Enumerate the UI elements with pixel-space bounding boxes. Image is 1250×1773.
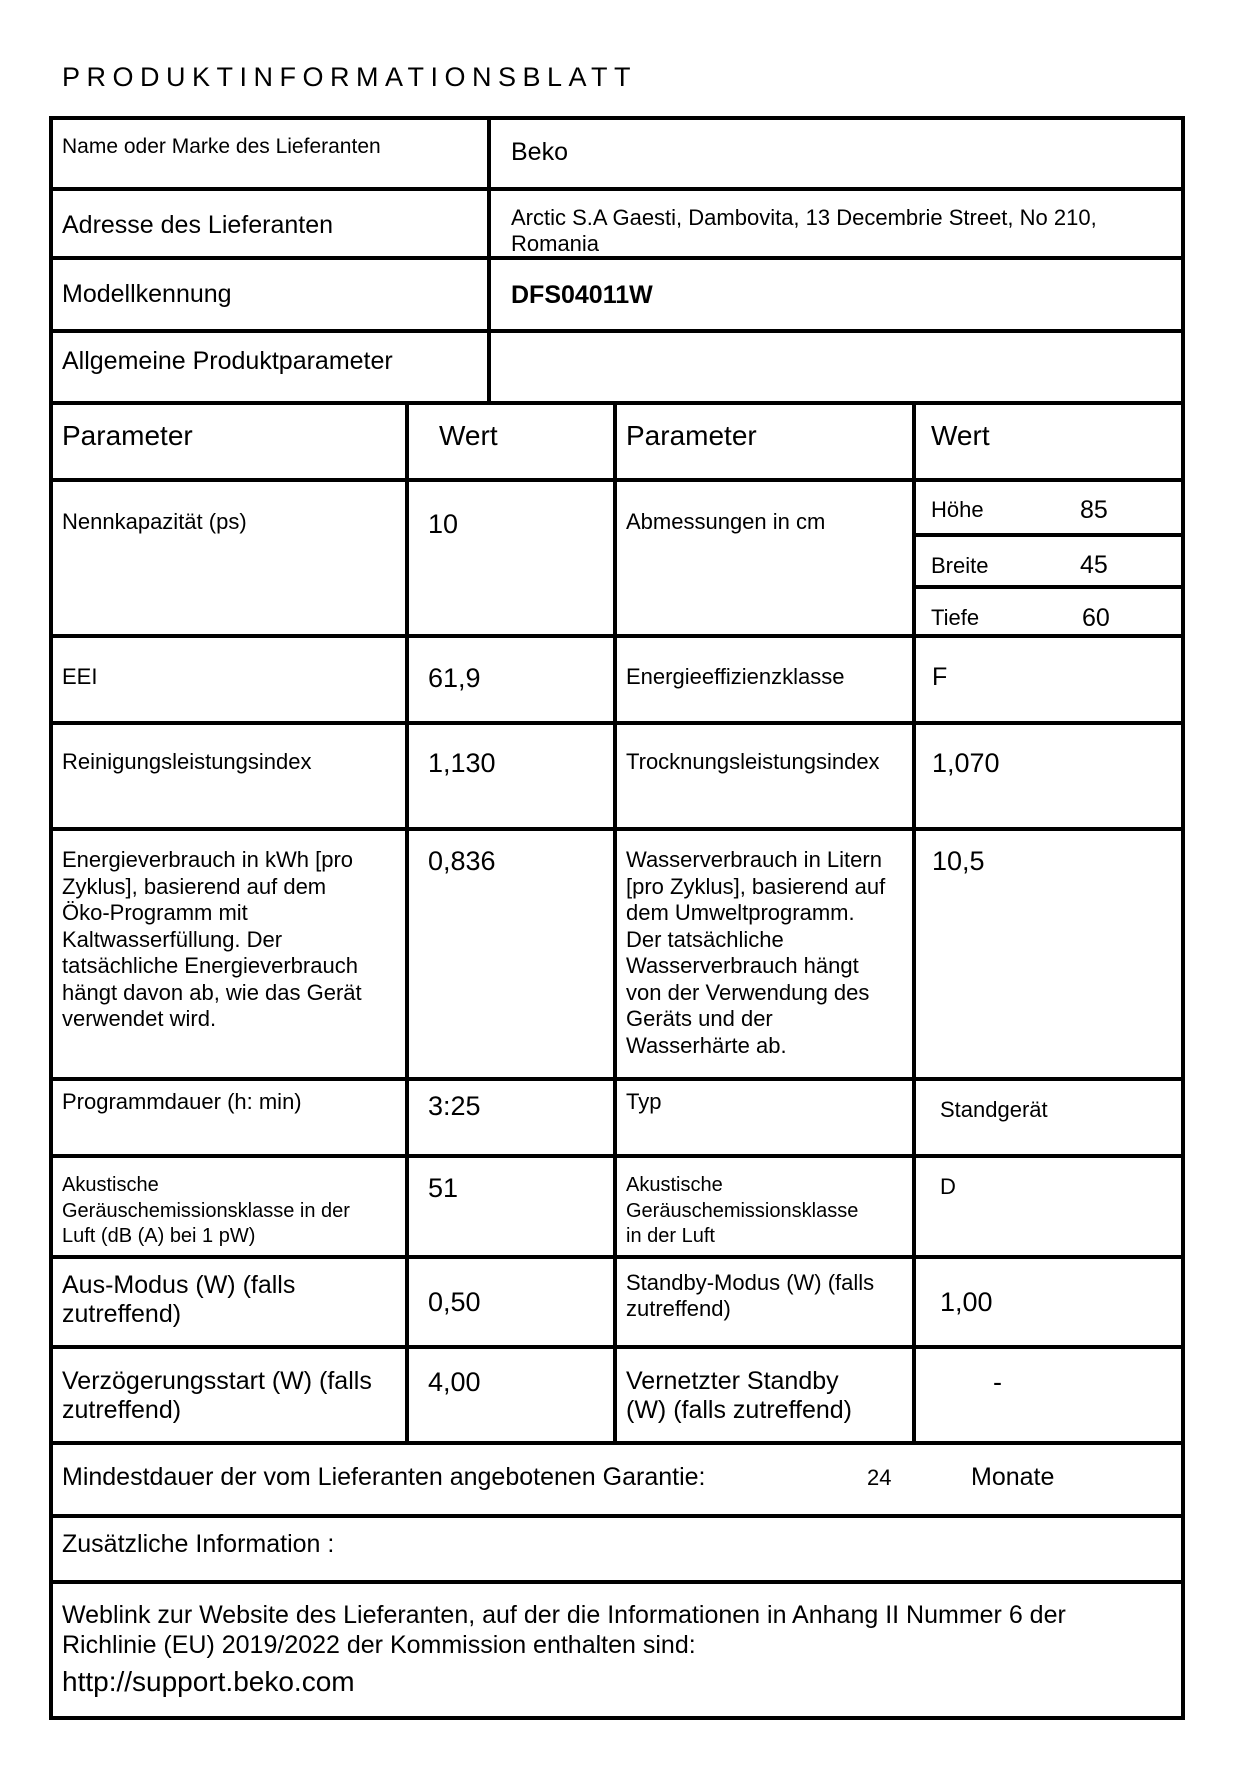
- header-parameter-1: Parameter: [62, 420, 193, 451]
- text-line: Akustische: [626, 1174, 723, 1196]
- general-params-label: Allgemeine Produktparameter: [62, 347, 393, 375]
- guarantee-label: Mindestdauer der vom Lieferanten angebotenen Garantie:: [62, 1463, 706, 1491]
- weblink-url[interactable]: http://support.beko.com: [62, 1666, 355, 1697]
- weblink-text: Weblink zur Website des Lieferanten, auf der die Informationen in Anhang II Nummer 6 der: [62, 1601, 1066, 1629]
- networked-standby-label: [626, 1367, 852, 1425]
- additional-info-label: Zusätzliche Information :: [62, 1530, 335, 1558]
- text-line: Geräuschemissionsklasse in der: [62, 1199, 350, 1222]
- table-rule: [49, 1154, 1185, 1158]
- table-rule: [49, 1580, 1185, 1584]
- table-rule: [49, 1514, 1185, 1518]
- capacity-label: Nennkapazität (ps): [62, 509, 247, 534]
- drying-index-value: 1,070: [932, 748, 1000, 778]
- table-rule: [916, 533, 1185, 537]
- text-line: Luft (dB (A) bei 1 pW): [62, 1225, 256, 1247]
- table-rule: [49, 401, 1185, 405]
- guarantee-value: 24: [867, 1465, 892, 1490]
- model-value: DFS04011W: [511, 281, 653, 309]
- networked-standby-value: -: [993, 1367, 1002, 1397]
- text-line: Zyklus], basierend auf dem: [62, 873, 327, 899]
- header-parameter-2: Parameter: [626, 420, 757, 451]
- table-rule: [49, 187, 1185, 191]
- water-consumption-value: 10,5: [932, 846, 985, 876]
- dimension-width-value: 45: [1080, 551, 1108, 579]
- guarantee-unit: Monate: [971, 1463, 1055, 1491]
- drying-index-label: Trocknungsleistungsindex: [626, 749, 880, 774]
- header-value-1: Wert: [439, 420, 498, 451]
- text-line: Standby-Modus (W) (falls: [626, 1270, 875, 1295]
- table-rule: [487, 116, 491, 405]
- model-label: Modellkennung: [62, 280, 232, 308]
- text-line: Öko-Programm mit: [62, 900, 248, 925]
- text-line: Vernetzter Standby: [626, 1367, 839, 1395]
- delay-start-label: [62, 1367, 372, 1425]
- table-rule: [49, 256, 1185, 260]
- text-line: verwendet wird.: [62, 1006, 217, 1031]
- dimension-depth-label: Tiefe: [931, 605, 980, 630]
- text-line: Kaltwasserfüllung. Der: [62, 926, 283, 952]
- delay-start-value: 4,00: [428, 1367, 481, 1397]
- supplier-address-label: Adresse des Lieferanten: [62, 211, 334, 239]
- energy-consumption-value: 0,836: [428, 846, 496, 876]
- text-line: zutreffend): [62, 1396, 182, 1424]
- text-line: Wasserverbrauch hängt: [626, 953, 859, 978]
- weblink-text: Richlinie (EU) 2019/2022 der Kommission enthalten sind:: [62, 1631, 696, 1659]
- eei-label: EEI: [62, 664, 98, 689]
- text-line: Aus-Modus (W) (falls: [62, 1271, 296, 1299]
- text-line: Akustische: [62, 1174, 159, 1196]
- dimension-depth-value: 60: [1082, 604, 1110, 632]
- text-line: zutreffend): [626, 1296, 731, 1321]
- supplier-address-line: Arctic S.A Gaesti, Dambovita, 13 Decembrie Street, No 210,: [511, 205, 1097, 230]
- table-rule: [49, 721, 1185, 725]
- noise-emission-value: 51: [428, 1173, 459, 1203]
- text-line: [pro Zyklus], basierend auf: [626, 873, 886, 899]
- noise-class-value: D: [940, 1174, 956, 1199]
- standby-mode-label: [626, 1270, 874, 1322]
- supplier-name-label: Name oder Marke des Lieferanten: [62, 135, 381, 158]
- table-rule: [49, 478, 1185, 482]
- table-rule: [912, 401, 916, 1445]
- noise-class-label: [626, 1173, 858, 1250]
- text-line: dem Umweltprogramm.: [626, 900, 855, 925]
- table-rule: [49, 827, 1185, 831]
- eei-value: 61,9: [428, 663, 481, 693]
- table-rule: [49, 1441, 1185, 1445]
- text-line: Wasserhärte ab.: [626, 1032, 787, 1058]
- dimension-width-label: Breite: [931, 553, 989, 578]
- table-rule: [405, 401, 409, 1445]
- type-label: Typ: [626, 1089, 662, 1114]
- table-rule: [49, 1077, 1185, 1081]
- text-line: Geräts und der: [626, 1006, 773, 1031]
- text-line: Energieverbrauch in kWh [pro: [62, 847, 354, 872]
- off-mode-label: [62, 1271, 295, 1329]
- dimensions-label: Abmessungen in cm: [626, 509, 826, 534]
- text-line: Geräuschemissionsklasse: [626, 1199, 859, 1222]
- type-value: Standgerät: [940, 1097, 1048, 1122]
- text-line: tatsächliche Energieverbrauch: [62, 953, 358, 978]
- program-duration-value: 3:25: [428, 1091, 481, 1121]
- text-line: (W) (falls zutreffend): [626, 1396, 852, 1424]
- off-mode-value: 0,50: [428, 1287, 481, 1317]
- program-duration-label: Programmdauer (h: min): [62, 1089, 302, 1114]
- table-rule: [613, 401, 617, 1445]
- energy-class-label: Energieeffizienzklasse: [626, 664, 845, 689]
- table-rule: [49, 329, 1185, 333]
- header-value-2: Wert: [931, 420, 990, 451]
- text-line: hängt davon ab, wie das Gerät: [62, 979, 362, 1005]
- cleaning-index-label: Reinigungsleistungsindex: [62, 749, 312, 774]
- text-line: Wasserverbrauch in Litern: [626, 847, 882, 872]
- supplier-address-line: Romania: [511, 231, 600, 256]
- page-title: PRODUKTINFORMATIONSBLATT: [62, 62, 638, 92]
- text-line: zutreffend): [62, 1300, 182, 1328]
- dimension-height-label: Höhe: [931, 497, 984, 522]
- text-line: Verzögerungsstart (W) (falls: [62, 1367, 372, 1395]
- table-rule: [49, 1345, 1185, 1349]
- table-rule: [49, 634, 1185, 638]
- table-rule: [49, 1255, 1185, 1259]
- table-rule: [916, 585, 1185, 589]
- energy-consumption-label: [62, 847, 362, 1033]
- standby-mode-value: 1,00: [940, 1287, 993, 1317]
- text-line: Der tatsächliche: [626, 926, 784, 952]
- energy-class-value: F: [932, 663, 948, 691]
- dimension-height-value: 85: [1080, 496, 1108, 524]
- cleaning-index-value: 1,130: [428, 748, 496, 778]
- text-line: von der Verwendung des: [626, 979, 870, 1005]
- capacity-value: 10: [428, 509, 459, 539]
- noise-emission-label: [62, 1173, 350, 1250]
- water-consumption-label: [626, 847, 885, 1059]
- supplier-name-value: Beko: [511, 138, 568, 166]
- text-line: in der Luft: [626, 1225, 715, 1247]
